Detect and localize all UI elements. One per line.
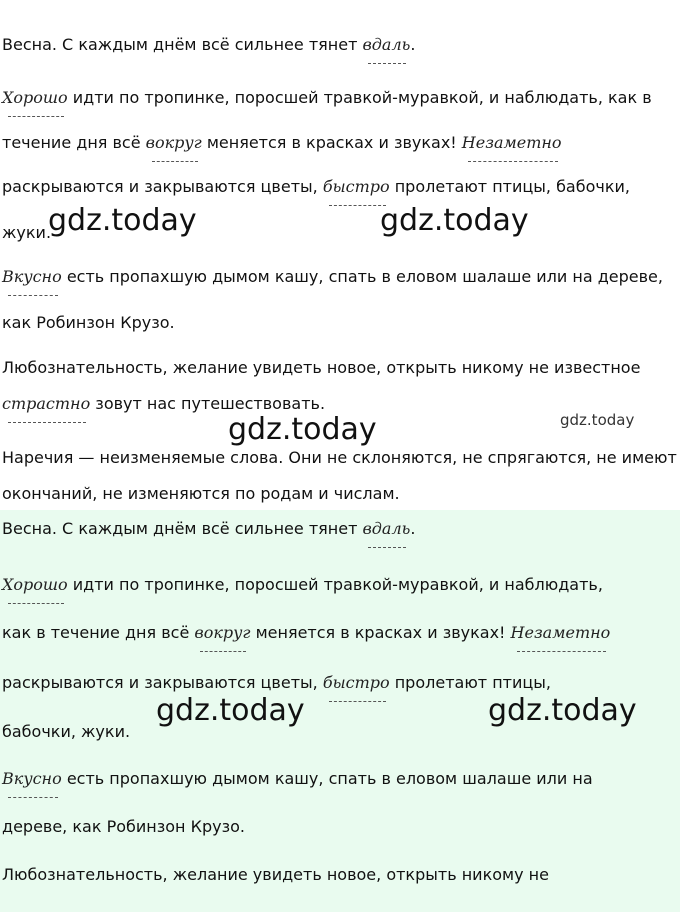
text-line: раскрываются и закрываются цветы, быстро пролетают птицы, бабочки, [2, 177, 630, 196]
text-line: течение дня всё вокруг меняется в красках и звуках! Незаметно [2, 133, 562, 152]
watermark: gdz.today [48, 203, 197, 238]
text-line: Любознательность, желание увидеть новое, открыть никому не [2, 865, 549, 884]
text-line: Весна. С каждым днём всё сильнее тянет вдаль. [2, 35, 416, 54]
watermark: gdz.today [488, 693, 637, 728]
adverb: быстро [322, 673, 390, 692]
text-line: Хорошо идти по тропинке, поросшей травкой-муравкой, и наблюдать, как в [2, 88, 652, 107]
adverb: вдаль [362, 519, 411, 538]
adverb: Незаметно [461, 133, 562, 152]
adverb: Незаметно [510, 623, 611, 642]
text-line: Любознательность, желание увидеть новое, открыть никому не известное [2, 358, 641, 377]
watermark: gdz.today [228, 412, 377, 447]
text-line: Вкусно есть пропахшую дымом кашу, спать в еловом шалаше или на [2, 769, 593, 788]
second-text-block [0, 510, 680, 912]
adverb: быстро [322, 177, 390, 196]
text-line: окончаний, не изменяются по родам и числам. [2, 484, 400, 503]
adverb: вдаль [362, 35, 411, 54]
text-line: жуки. [2, 223, 52, 242]
text-line: Наречия — неизменяемые слова. Они не склоняются, не спрягаются, не имеют [2, 448, 677, 467]
watermark: gdz.today [560, 411, 635, 429]
watermark: gdz.today [380, 203, 529, 238]
text-line: бабочки, жуки. [2, 722, 131, 741]
text-line: дереве, как Робинзон Крузо. [2, 817, 245, 836]
text-line: как Робинзон Крузо. [2, 313, 175, 332]
adverb: Хорошо [2, 88, 68, 107]
text-line: Вкусно есть пропахшую дымом кашу, спать в еловом шалаше или на дереве, [2, 267, 663, 286]
adverb: Вкусно [2, 769, 62, 788]
text-line: Весна. С каждым днём всё сильнее тянет вдаль. [2, 519, 416, 538]
adverb: Хорошо [2, 575, 68, 594]
text-line: Хорошо идти по тропинке, поросшей травкой-муравкой, и наблюдать, [2, 575, 603, 594]
adverb: вокруг [145, 133, 202, 152]
text-line: страстно зовут нас путешествовать. [2, 394, 326, 413]
adverb: вокруг [194, 623, 251, 642]
adverb: Вкусно [2, 267, 62, 286]
text-line: как в течение дня всё вокруг меняется в красках и звуках! Незаметно [2, 623, 611, 642]
watermark: gdz.today [156, 693, 305, 728]
adverb: страстно [2, 394, 91, 413]
text-line: раскрываются и закрываются цветы, быстро пролетают птицы, [2, 673, 551, 692]
